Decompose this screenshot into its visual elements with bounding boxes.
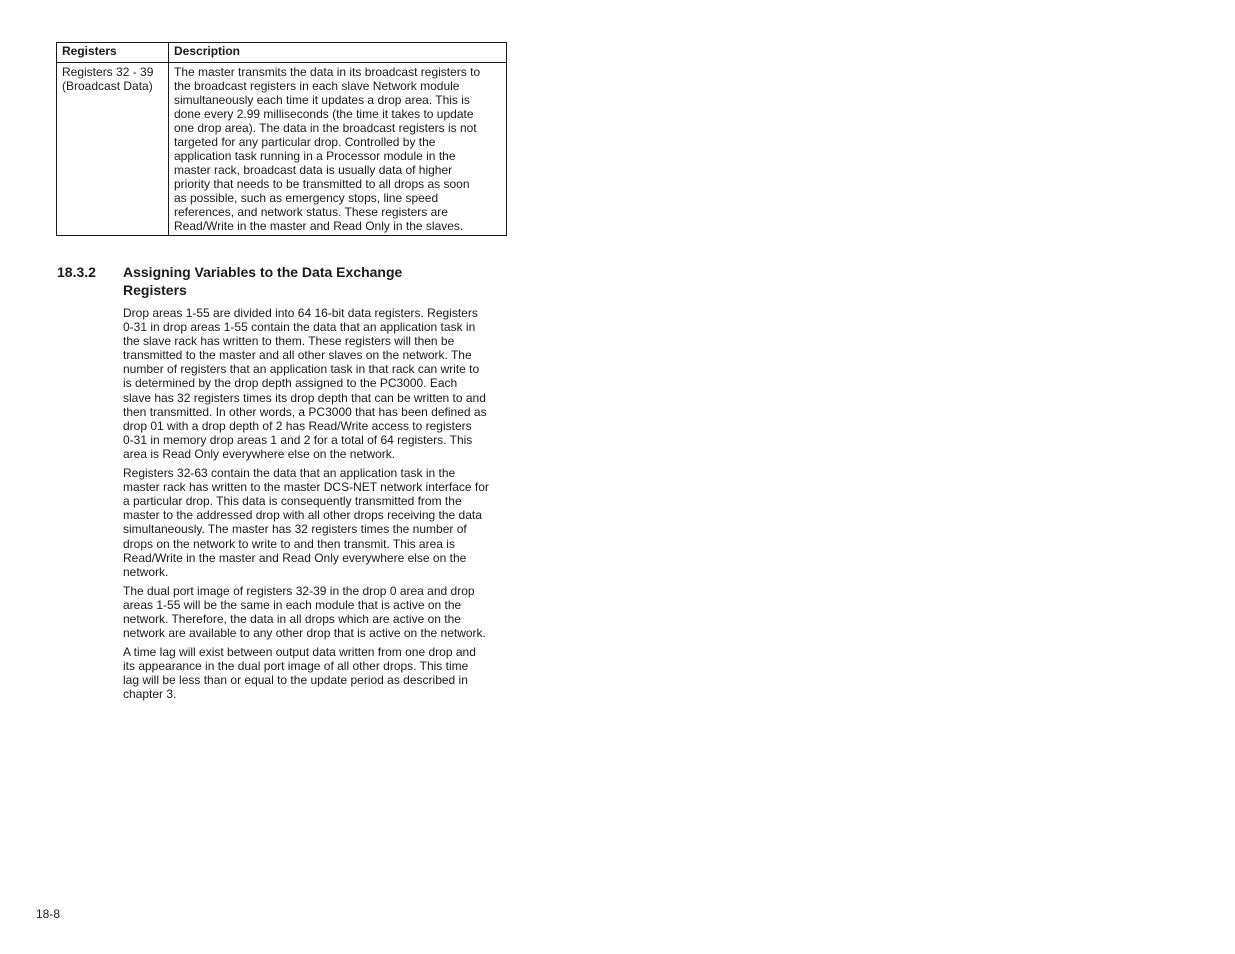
register-cell-line: (Broadcast Data) xyxy=(62,79,153,93)
description-line: one drop area). The data in the broadcast registers is not xyxy=(174,121,477,135)
table-row xyxy=(57,63,507,236)
paragraph-line: a particular drop. This data is consequently transmitted from the xyxy=(123,494,462,509)
paragraph-line: master rack has written to the master DCS-NET network interface for xyxy=(123,480,489,495)
paragraph-line: chapter 3. xyxy=(123,687,177,702)
paragraph-line: Read/Write in the master and Read Only everywhere else on the xyxy=(123,550,467,565)
description-cell xyxy=(169,63,507,236)
paragraph xyxy=(123,584,513,640)
table-header-row xyxy=(57,43,507,63)
paragraph-line: drops on the network to write to and then transmit. This area is xyxy=(123,536,455,551)
paragraph-line: drop 01 with a drop depth of 2 has Read/Write access to registers xyxy=(123,418,472,433)
register-cell-line: Registers 32 - 39 xyxy=(62,65,154,79)
description-line: as possible, such as emergency stops, line speed xyxy=(174,191,439,205)
paragraph-line: A time lag will exist between output data written from one drop and xyxy=(123,645,476,660)
paragraph-line: simultaneously. The master has 32 registers times the number of xyxy=(123,522,467,537)
paragraph-line: slave has 32 registers times its drop depth that can be written to and xyxy=(123,390,486,405)
description-line: references, and network status. These registers are xyxy=(174,205,448,219)
paragraph xyxy=(123,645,513,701)
paragraph-line: network. xyxy=(123,564,169,579)
paragraph-line: then transmitted. In other words, a PC3000 that has been defined as xyxy=(123,404,487,419)
description-line: Read/Write in the master and Read Only in the slaves. xyxy=(174,219,464,233)
paragraph-line: areas 1-55 will be the same in each module that is active on the xyxy=(123,597,462,612)
description-line: done every 2.99 milliseconds (the time it takes to update xyxy=(174,107,474,121)
description-line: targeted for any particular drop. Controlled by the xyxy=(174,135,436,149)
paragraph-line: 0-31 in drop areas 1-55 contain the data that an application task in xyxy=(123,320,476,335)
section-number: 18.3.2 xyxy=(57,264,96,280)
paragraph-line: transmitted to the master and all other slaves on the network. The xyxy=(123,348,472,363)
register-cell xyxy=(57,63,169,236)
section-title-line: Assigning Variables to the Data Exchange xyxy=(123,264,403,280)
description-line: The master transmits the data in its broadcast registers to xyxy=(174,65,481,79)
section-body xyxy=(123,306,513,707)
paragraph-line: the slave rack has written to them. These registers will then be xyxy=(123,334,455,349)
description-line: priority that needs to be transmitted to all drops as soon xyxy=(174,177,470,191)
paragraph-line: area is Read Only everywhere else on the network. xyxy=(123,446,396,461)
paragraph-line: number of registers that an application task in that rack can write to xyxy=(123,362,480,377)
paragraph xyxy=(123,466,513,579)
paragraph-line: lag will be less than or equal to the update period as described in xyxy=(123,673,468,688)
paragraph-line: network are available to any other drop that is active on the network. xyxy=(123,626,486,641)
paragraph xyxy=(123,306,513,461)
description-line: the broadcast registers in each slave Network module xyxy=(174,79,460,93)
registers-column-header: Registers xyxy=(57,43,169,63)
paragraph-line: The dual port image of registers 32-39 in the drop 0 area and drop xyxy=(123,583,475,598)
page-number: 18-8 xyxy=(36,907,61,921)
description-line: application task running in a Processor module in the xyxy=(174,149,456,163)
paragraph-line: 0-31 in memory drop areas 1 and 2 for a total of 64 registers. This xyxy=(123,432,473,447)
description-line: master rack, broadcast data is usually data of higher xyxy=(174,163,453,177)
section-title xyxy=(123,263,483,299)
paragraph-line: is determined by the drop depth assigned to the PC3000. Each xyxy=(123,376,458,391)
section-title-line: Registers xyxy=(123,282,187,298)
registers-table xyxy=(56,42,507,236)
paragraph-line: its appearance in the dual port image of all other drops. This time xyxy=(123,659,469,674)
paragraph-line: network. Therefore, the data in all drops which are active on the xyxy=(123,611,461,626)
description-column-header: Description xyxy=(169,43,507,63)
paragraph-line: master to the addressed drop with all other drops receiving the data xyxy=(123,508,482,523)
paragraph-line: Registers 32-63 contain the data that an application task in the xyxy=(123,466,456,481)
description-line: simultaneously each time it updates a drop area. This is xyxy=(174,93,470,107)
paragraph-line: Drop areas 1-55 are divided into 64 16-bit data registers. Registers xyxy=(123,306,478,320)
